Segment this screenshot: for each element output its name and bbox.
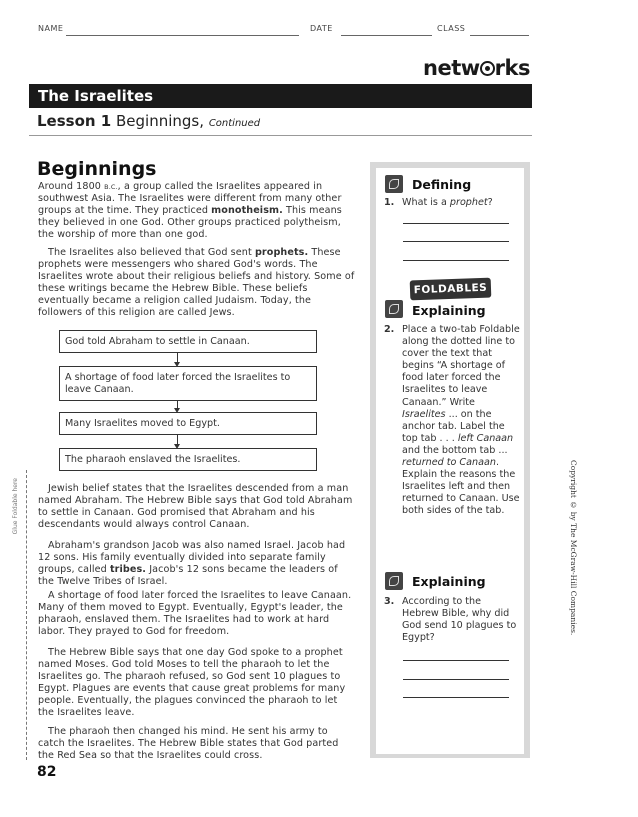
lesson-number: Lesson 1 xyxy=(37,112,112,130)
continued-label: Continued xyxy=(208,118,261,129)
class-label: CLASS xyxy=(437,24,466,33)
flowchart-step-4: The pharaoh enslaved the Israelites. xyxy=(59,448,317,471)
paragraph-2: The Israelites also believed that God sent prophets. These prophets were messengers who shared God's words. The Israelites wrote about their religious beliefs and history. Some of these writings became the Hebrew Bible. These beliefs eventually became a religion called Judaism. Today, the followers of this religion are called Jews. xyxy=(38,247,355,319)
flowchart-step-3: Many Israelites moved to Egypt. xyxy=(59,412,317,435)
paragraph-1: Around 1800 B.C., a group called the Israelites appeared in southwest Asia. The Israelites were different from many other groups at the time. They practiced monotheism. This means they believed in one God. Other groups practiced polytheism, the worship of more than one god. xyxy=(38,181,342,241)
question-3: 3. According to the Hebrew Bible, why did God send 10 plagues to Egypt? xyxy=(384,596,517,644)
explaining-icon xyxy=(385,300,403,318)
date-field-line[interactable] xyxy=(341,35,432,36)
date-label: DATE xyxy=(310,24,333,33)
question-1: 1. What is a prophet? xyxy=(384,197,493,208)
chapter-title: The Israelites xyxy=(38,87,154,105)
defining-icon xyxy=(385,175,403,193)
term-prophets: prophets. xyxy=(254,247,309,258)
answer-line[interactable] xyxy=(403,241,509,242)
answer-line[interactable] xyxy=(403,679,509,680)
answer-line[interactable] xyxy=(403,660,509,661)
paragraph-5: A shortage of food later forced the Israelites to leave Canaan. Many of them moved to Egypt. Eventually, Egypt's leader, the pharaoh, enslaved them. The Israelites had to work at hard labor. They prayed to God for freedom. xyxy=(38,590,352,638)
lesson-title: Beginnings, xyxy=(116,112,205,130)
paragraph-4: Abraham's grandson Jacob was also named Israel. Jacob had 12 sons. His family eventually divided into separate family groups, called tribes. Jacob's 12 sons became the leaders of the Twelve Tribes of Israel. xyxy=(38,540,346,588)
question-2: 2. Place a two-tab Foldable along the dotted line to cover the text that begins “A shortage of food later forced the Israelites to leave Canaan.” Write Israelites ... on the anchor tab. Label the top tab . . . left Canaan and the bottom tab ... returned to Canaan. Explain the reasons the Israelites left and then returned to Canaan. Use both sides of the tab. xyxy=(384,324,520,517)
answer-line[interactable] xyxy=(403,260,509,261)
paragraph-6: The Hebrew Bible says that one day God spoke to a prophet named Moses. God told Moses to tell the pharaoh to let the Israelites go. The pharaoh refused, so God sent 10 plagues to Egypt. Plagues are events that cause great problems for many people. Eventually, the plagues convinced the pharaoh to let the Israelites leave. xyxy=(38,647,346,719)
name-label: NAME xyxy=(38,24,64,33)
answer-line[interactable] xyxy=(403,223,509,224)
question-number: 1. xyxy=(384,197,395,208)
lesson-heading xyxy=(37,112,260,130)
logo-text-start: netw xyxy=(423,56,480,80)
explaining-heading-1: Explaining xyxy=(412,303,486,318)
page-number: 82 xyxy=(37,764,57,780)
defining-heading: Defining xyxy=(412,177,472,192)
networks-logo xyxy=(423,56,530,80)
foldable-dotted-line xyxy=(26,470,27,760)
paragraph-7: The pharaoh then changed his mind. He sent his army to catch the Israelites. The Hebrew Bible states that God parted the Red Sea so that the Israelites could cross. xyxy=(38,726,339,762)
flowchart-step-1: God told Abraham to settle in Canaan. xyxy=(59,330,317,353)
question-number: 3. xyxy=(384,596,395,607)
question-number: 2. xyxy=(384,324,395,335)
globe-icon xyxy=(480,61,495,76)
foldable-glue-label: Glue Foldable here xyxy=(12,478,19,535)
divider xyxy=(29,135,532,136)
foldables-badge: FOLDABLES xyxy=(410,278,492,301)
name-field-line[interactable] xyxy=(66,35,299,36)
title-bar xyxy=(29,84,532,108)
term-tribes: tribes. xyxy=(110,564,147,576)
logo-text-end: rks xyxy=(494,56,530,80)
class-field-line[interactable] xyxy=(470,35,529,36)
flowchart-step-2: A shortage of food later forced the Israelites to leave Canaan. xyxy=(59,366,317,401)
copyright-notice: Copyright © by The McGraw-Hill Companies. xyxy=(569,460,578,636)
paragraph-3: Jewish belief states that the Israelites descended from a man named Abraham. The Hebrew Bible says that God told Abraham to settle in Canaan. God promised that Abraham and his descendants would always control Canaan. xyxy=(38,483,353,531)
explaining-heading-2: Explaining xyxy=(412,574,486,589)
section-heading: Beginnings xyxy=(37,158,157,180)
explaining-icon xyxy=(385,572,403,590)
term-monotheism: monotheism. xyxy=(211,205,283,217)
answer-line[interactable] xyxy=(403,697,509,698)
